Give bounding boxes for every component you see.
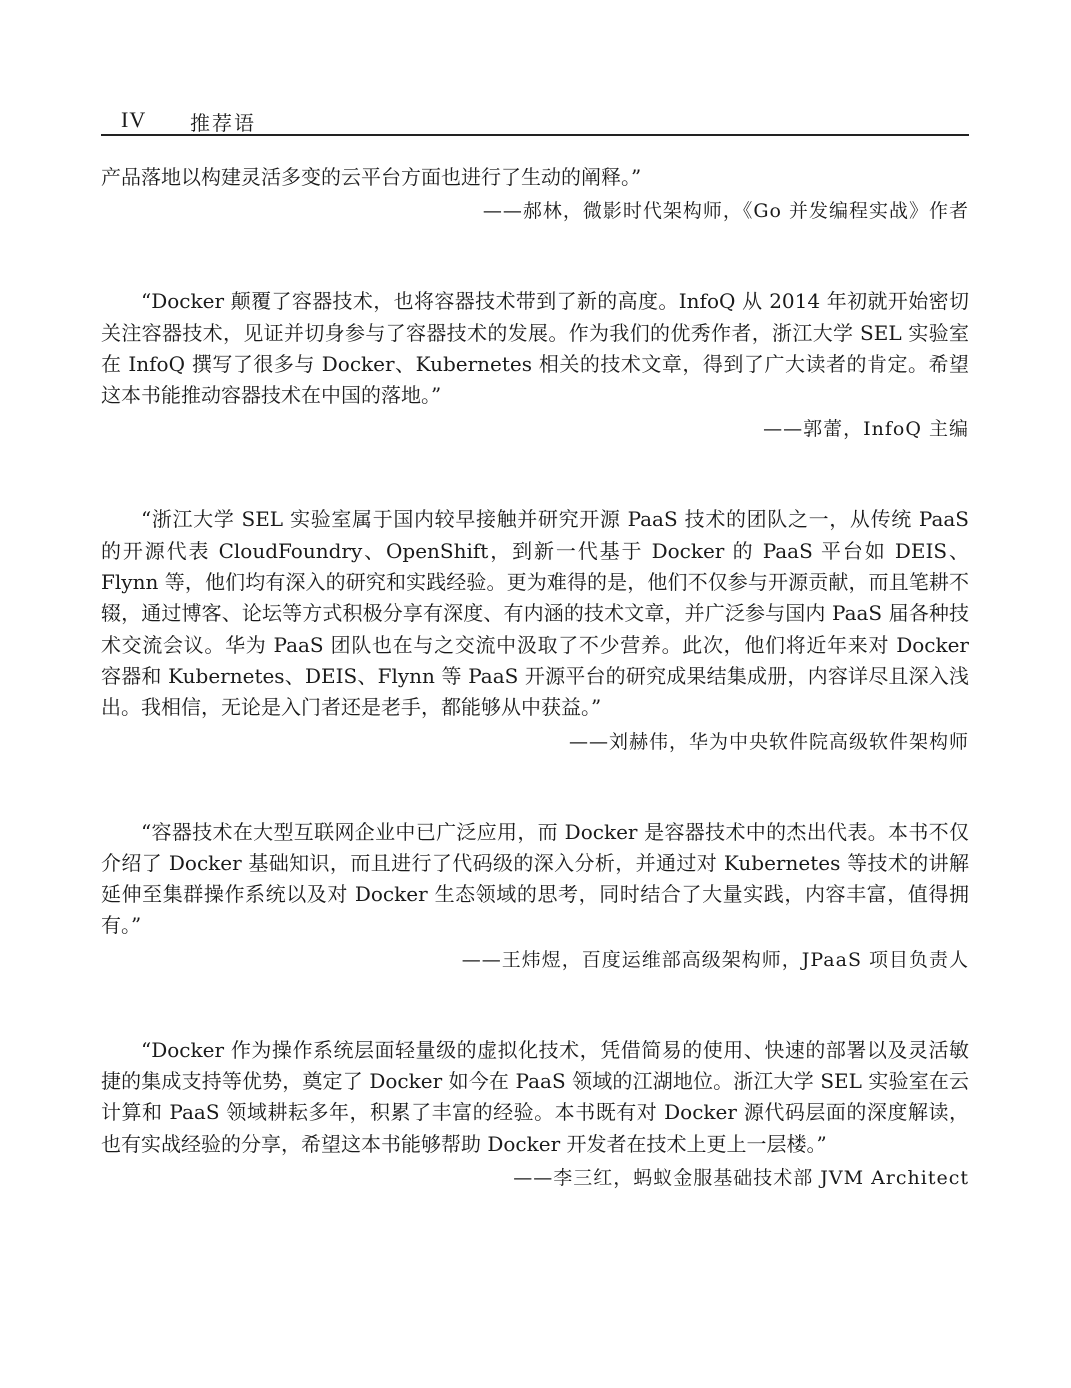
- quote-attribution: ——王炜煜，百度运维部高级架构师，JPaaS 项目负责人: [461, 948, 969, 971]
- recommendation-block: [101, 162, 969, 226]
- recommendations-body: [101, 162, 969, 1193]
- quote-attribution: ——刘赫伟，华为中央软件院高级软件架构师: [568, 730, 969, 753]
- quote-attribution: ——郝林，微影时代架构师，《Go 并发编程实战》作者: [482, 200, 969, 223]
- quote-text: “容器技术在大型互联网企业中已广泛应用，而 Docker 是容器技术中的杰出代表。本书不仅介绍了 Docker 基础知识，而且进行了代码级的深入分析，并通过对 Kubernetes 等技术的讲解延伸至集群操作系统以及对 Docker 生态领域的思考，同时结合了大量实践，内容丰富，值得拥有。”: [101, 819, 969, 938]
- spacer: [101, 444, 969, 504]
- spacer: [101, 975, 969, 1035]
- page-header: [101, 104, 969, 136]
- recommendation-block: [101, 817, 969, 975]
- quote-text: “Docker 作为操作系统层面轻量级的虚拟化技术，凭借简易的使用、快速的部署以及灵活敏捷的集成支持等优势，奠定了 Docker 如今在 PaaS 领域的江湖地位。浙江大学 SEL 实验室在云计算和 PaaS 领域耕耘多年，积累了丰富的经验。本书既有对 Docker 源代码层面的深度解读，也有实战经验的分享，希望这本书能够帮助 Docker 开发者在技术上更上一层楼。”: [101, 1037, 969, 1156]
- spacer: [101, 226, 969, 286]
- recommendation-block: [101, 1035, 969, 1193]
- quote-text: “Docker 颠覆了容器技术，也将容器技术带到了新的高度。InfoQ 从 2014 年初就开始密切关注容器技术，见证并切身参与了容器技术的发展。作为我们的优秀作者，浙江大学 SEL 实验室在 InfoQ 撰写了很多与 Docker、Kubernetes 相关的技术文章，得到了广大读者的肯定。希望这本书能推动容器技术在中国的落地。”: [101, 289, 969, 408]
- quote-attribution: ——李三红，蚂蚁金服基础技术部 JVM Architect: [513, 1166, 969, 1189]
- quote-attribution: ——郭蕾，InfoQ 主编: [763, 418, 969, 441]
- quote-text: 产品落地以构建灵活多变的云平台方面也进行了生动的阐释。”: [101, 165, 642, 189]
- recommendation-block: [101, 504, 969, 756]
- spacer: [101, 757, 969, 817]
- running-head: 推荐语: [190, 111, 256, 135]
- page-number: IV: [121, 107, 147, 132]
- quote-text: “浙江大学 SEL 实验室属于国内较早接触并研究开源 PaaS 技术的团队之一，从传统 PaaS 的开源代表 CloudFoundry、OpenShift，到新一代基于 Docker 的 PaaS 平台如 DEIS、Flynn 等，他们均有深入的研究和实践经验。更为难得的是，他们不仅参与开源贡献，而且笔耕不辍，通过博客、论坛等方式积极分享有深度、有内涵的技术文章，并广泛参与国内 PaaS 届各种技术交流会议。华为 PaaS 团队也在与之交流中汲取了不少营养。此次，他们将近年来对 Docker 容器和 Kubernetes、DEIS、Flynn 等 PaaS 开源平台的研究成果结集成册，内容详尽且深入浅出。我相信，无论是入门者还是老手，都能够从中获益。”: [101, 507, 969, 720]
- recommendation-block: [101, 286, 969, 444]
